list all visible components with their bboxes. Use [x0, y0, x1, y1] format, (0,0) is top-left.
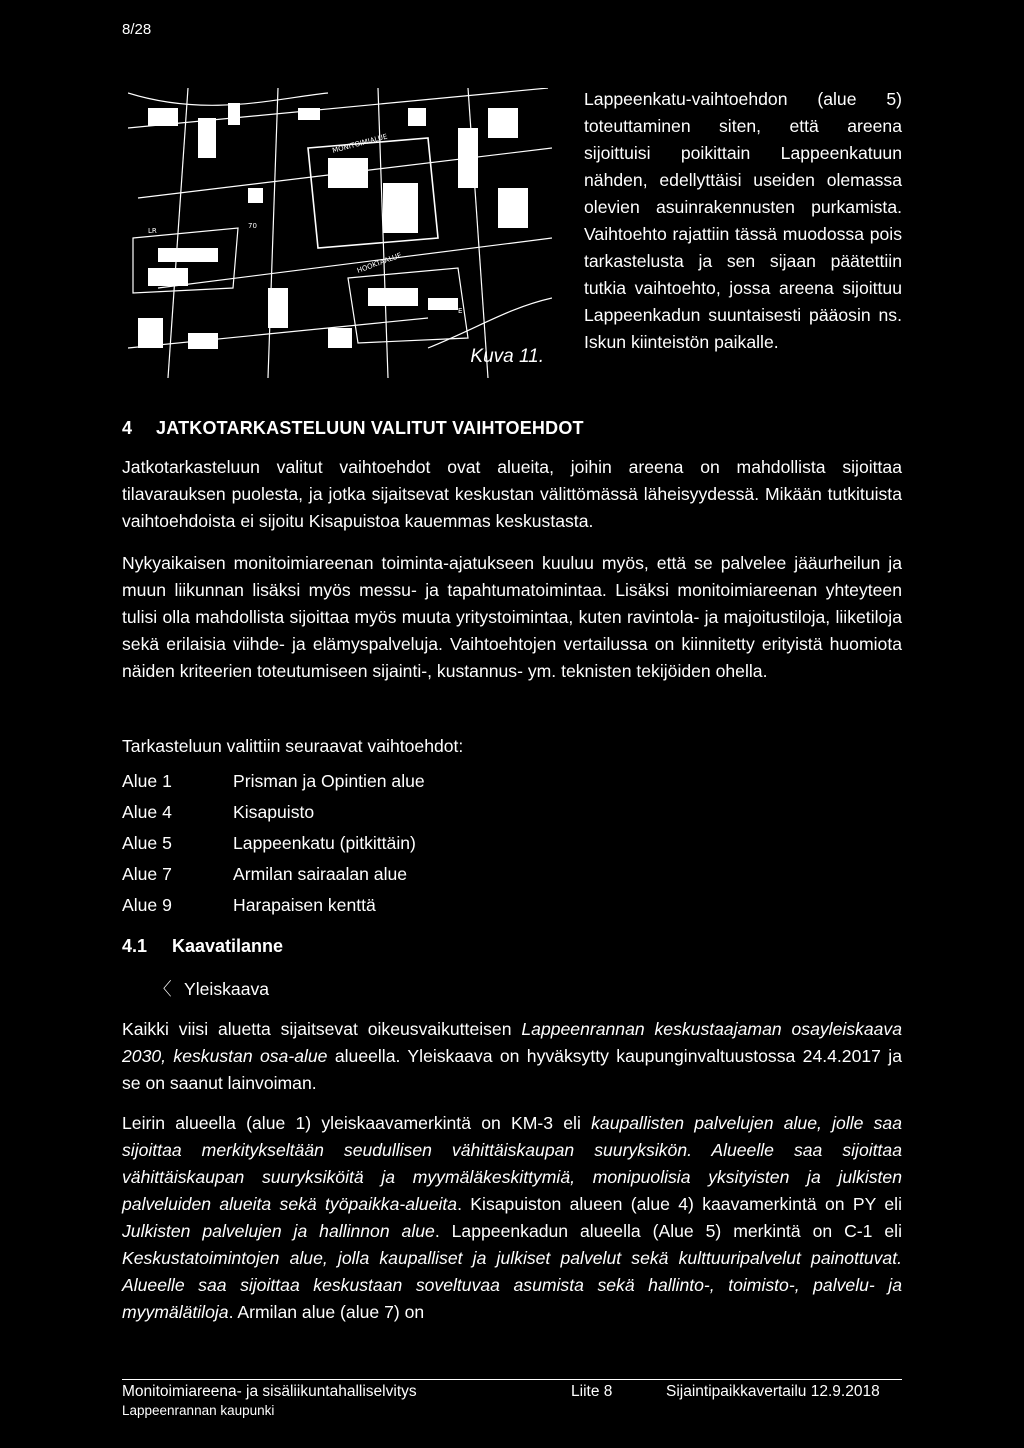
- footer-doc: Sijaintipaikkavertailu 12.9.2018: [666, 1383, 880, 1400]
- footer-title: Monitoimiareena- ja sisäliikuntahalliselvitys: [122, 1383, 417, 1400]
- area-code: Alue 5: [122, 833, 172, 853]
- list-item: [122, 830, 425, 861]
- svg-text:HOOKTAALUE: HOOKTAALUE: [355, 251, 403, 275]
- paragraph-4: [122, 1016, 902, 1097]
- bullet-item: [154, 976, 269, 1001]
- text-run: . Armilan alue (alue 7) on: [228, 1302, 425, 1322]
- area-list: [122, 768, 425, 923]
- svg-text:E: E: [458, 307, 463, 315]
- footer-org: Lappeenrannan kaupunki: [122, 1403, 275, 1418]
- footer-annex: Liite 8: [571, 1383, 613, 1400]
- paragraph-1: Jatkotarkasteluun valitut vaihtoehdot ovat alueita, joihin areena on mahdollista sijoittaa tilavarauksen puolesta, ja jotka sijaitsevat keskustan välittömässä läheisyydessä. Mikään tutkituista vaihtoehdoista ei sijoitu Kisapuistoa kauemmas keskustasta.: [122, 457, 902, 531]
- italic-run: Keskustatoimintojen alue, jolla kaupalliset ja julkiset palvelut sekä kulttuuripalvelut painottuvat. Alueelle saa sijoittaa keskustaan soveltuvaa asumista sekä hallinto-, toimisto-, palvelu- ja myymälätiloja: [122, 1248, 902, 1322]
- page-number: 8/28: [122, 21, 152, 38]
- paragraph-3: Tarkasteluun valittiin seuraavat vaihtoehdot:: [122, 736, 464, 756]
- bullet-mark: 〈: [154, 979, 172, 999]
- area-code: Alue 9: [122, 895, 172, 915]
- area-name: Armilan sairaalan alue: [233, 864, 408, 884]
- svg-text:MONITOIMIALUE: MONITOIMIALUE: [331, 132, 389, 155]
- svg-text:70: 70: [248, 222, 257, 230]
- area-name: Kisapuisto: [233, 802, 315, 822]
- italic-run: Julkisten palvelujen ja hallinnon alue: [122, 1221, 435, 1241]
- map-image: [128, 88, 552, 378]
- list-item: [122, 768, 425, 799]
- italic-run: Lappeenrannan keskustaajaman osayleiskaava 2030, keskustan osa-alue: [122, 1019, 903, 1066]
- list-item: [122, 892, 425, 923]
- section-heading: [122, 418, 584, 439]
- footer-divider: [122, 1379, 902, 1380]
- subsection-heading: [122, 936, 283, 957]
- subsection-number: 4.1: [122, 936, 148, 956]
- svg-text:LR: LR: [148, 227, 157, 235]
- page-footer: [122, 1382, 902, 1420]
- italic-run: kaupallisten palvelujen alue, jolle saa sijoittaa merkitykseltään seudullisen vähittäiskaupan suuryksikön. Alueelle saa sijoittaa vähittäiskaupan suuryksiköitä ja myymäläkeskittymiä, monipuolisia yksityisten ja julkisten palveluiden alueita sekä työpaikka-alueita: [122, 1113, 902, 1214]
- area-name: Lappeenkatu (pitkittäin): [233, 833, 416, 853]
- bullet-label: Yleiskaava: [184, 979, 270, 999]
- area-name: Prisman ja Opintien alue: [233, 771, 425, 791]
- subsection-title: Kaavatilanne: [172, 936, 284, 956]
- paragraph-5: [122, 1110, 902, 1326]
- area-name: Harapaisen kenttä: [233, 895, 376, 915]
- map-figure: [128, 88, 552, 378]
- list-item: [122, 799, 425, 830]
- text-run: . Lappeenkadun alueella (Alue 5) merkintä on C-1 eli: [434, 1221, 902, 1241]
- text-run: Leirin alueella (alue 1) yleiskaavamerkintä on KM-3 eli: [122, 1113, 592, 1133]
- list-item: [122, 861, 425, 892]
- area-code: Alue 7: [122, 864, 172, 884]
- figure-caption: Kuva 11.: [470, 346, 544, 367]
- section-number: 4: [122, 418, 133, 438]
- figure-side-text: Lappeenkatu-vaihtoehdon (alue 5) toteuttaminen siten, että areena sijoittuisi poikittain Lappeenkatuun nähden, edellyttäisi useiden olemassa olevien asuinrakennusten purkamista. Vaihtoehto rajattiin tässä muodossa pois tarkastelusta ja sen sijaan päätettiin tutkia vaihtoehto, jossa areena sijoittuu Lappeenkadun suuntaisesti pääosin ns. Iskun kiinteistön paikalle.: [584, 89, 902, 352]
- text-run: Kaikki viisi aluetta sijaitsevat oikeusvaikutteisen: [122, 1019, 522, 1039]
- area-code: Alue 4: [122, 802, 172, 822]
- section-title: JATKOTARKASTELUUN VALITUT VAIHTOEHDOT: [156, 418, 584, 438]
- text-run: . Kisapuiston alueen (alue 4) kaavamerkintä on PY eli: [457, 1194, 902, 1214]
- paragraph-2: Nykyaikaisen monitoimiareenan toiminta-ajatukseen kuuluu myös, että se palvelee jääurheilun ja muun liikunnan lisäksi myös messu- ja tapahtumatoimintaa. Lisäksi monitoimiareenan yhteyteen tulisi olla mahdollista sijoittaa myös muuta yritystoimintaa, kuten ravintola- ja majoitustiloja, liiketiloja sekä erilaisia viihde- ja elämyspalveluja. Vaihtoehtojen vertailussa on kiinnitetty erityistä huomiota näiden kriteerien toteutumiseen sijainti-, kustannus- ym. teknisten tekijöiden ohella.: [122, 553, 902, 681]
- text-run: alueella. Yleiskaava on hyväksytty kaupunginvaltuustossa 24.4.2017 ja se on saanut lainvoiman.: [122, 1046, 902, 1093]
- area-code: Alue 1: [122, 771, 172, 791]
